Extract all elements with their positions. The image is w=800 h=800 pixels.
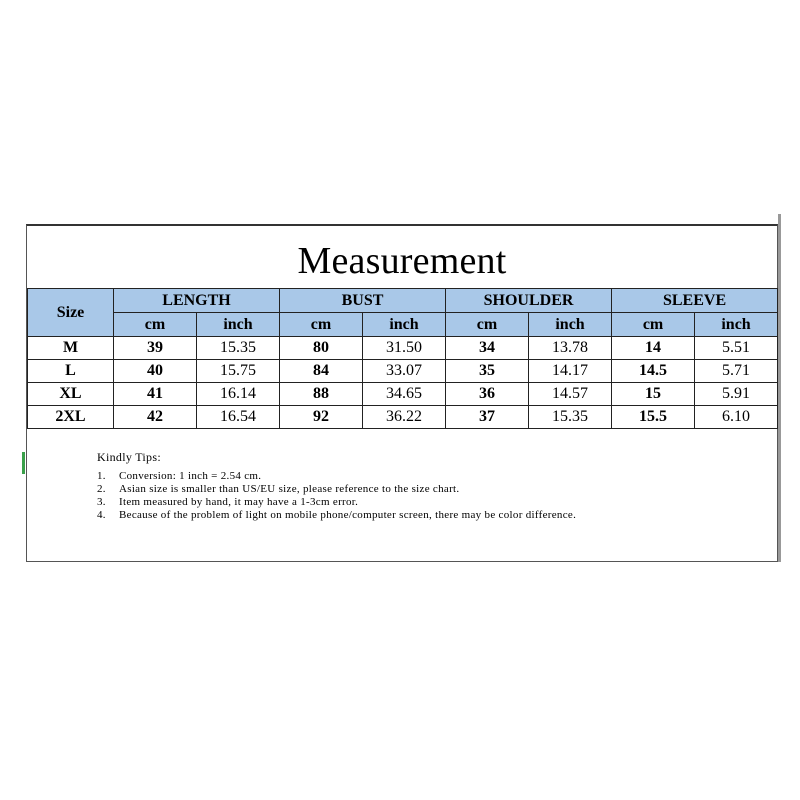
- unit-header: inch: [197, 313, 280, 337]
- table-cell: 5.51: [695, 337, 778, 360]
- table-cell: 5.91: [695, 383, 778, 406]
- table-cell: 14.57: [529, 383, 612, 406]
- kindly-tips: [97, 451, 649, 522]
- table-cell: 15.35: [529, 406, 612, 429]
- table-cell: 15.75: [197, 360, 280, 383]
- tip-number: 2.: [97, 483, 106, 495]
- unit-header: cm: [446, 313, 529, 337]
- table-header-row: [28, 289, 778, 313]
- unit-header: inch: [695, 313, 778, 337]
- table-cell: 13.78: [529, 337, 612, 360]
- table-cell: 42: [114, 406, 197, 429]
- tips-title: Kindly Tips:: [97, 450, 161, 464]
- size-chart-sheet: [26, 224, 778, 562]
- size-cell: M: [28, 337, 114, 360]
- size-cell: L: [28, 360, 114, 383]
- tip-item: [97, 483, 649, 496]
- tip-item: [97, 509, 649, 522]
- table-cell: 80: [280, 337, 363, 360]
- table-cell: 15.5: [612, 406, 695, 429]
- unit-header: inch: [363, 313, 446, 337]
- table-cell: 5.71: [695, 360, 778, 383]
- length-header: LENGTH: [114, 289, 280, 313]
- page-title: Measurement: [297, 240, 507, 282]
- table-row: [28, 360, 778, 383]
- table-cell: 35: [446, 360, 529, 383]
- table-cell: 31.50: [363, 337, 446, 360]
- table-cell: 33.07: [363, 360, 446, 383]
- table-cell: 34.65: [363, 383, 446, 406]
- unit-header: cm: [280, 313, 363, 337]
- table-cell: 14.17: [529, 360, 612, 383]
- bust-header: BUST: [280, 289, 446, 313]
- table-subheader-row: [28, 313, 778, 337]
- sleeve-header: SLEEVE: [612, 289, 778, 313]
- tip-number: 3.: [97, 496, 106, 508]
- table-cell: 36.22: [363, 406, 446, 429]
- tip-text: Conversion: 1 inch = 2.54 cm.: [119, 470, 262, 482]
- tip-number: 4.: [97, 509, 106, 521]
- size-cell: XL: [28, 383, 114, 406]
- tip-item: [97, 470, 649, 483]
- unit-header: cm: [114, 313, 197, 337]
- tip-text: Item measured by hand, it may have a 1-3cm error.: [119, 496, 359, 508]
- sheet-edge-shadow: [778, 214, 781, 562]
- table-cell: 14: [612, 337, 695, 360]
- table-cell: 39: [114, 337, 197, 360]
- green-marker: [22, 452, 25, 474]
- table-cell: 36: [446, 383, 529, 406]
- table-row: [28, 337, 778, 360]
- unit-header: cm: [612, 313, 695, 337]
- table-cell: 40: [114, 360, 197, 383]
- size-table: [27, 288, 778, 429]
- table-cell: 88: [280, 383, 363, 406]
- table-cell: 14.5: [612, 360, 695, 383]
- table-row: [28, 406, 778, 429]
- table-cell: 34: [446, 337, 529, 360]
- table-cell: 16.54: [197, 406, 280, 429]
- table-cell: 15.35: [197, 337, 280, 360]
- table-cell: 41: [114, 383, 197, 406]
- tip-number: 1.: [97, 470, 106, 482]
- tip-text: Asian size is smaller than US/EU size, please reference to the size chart.: [119, 483, 460, 495]
- size-header: Size: [28, 289, 114, 337]
- shoulder-header: SHOULDER: [446, 289, 612, 313]
- table-cell: 37: [446, 406, 529, 429]
- table-cell: 6.10: [695, 406, 778, 429]
- size-cell: 2XL: [28, 406, 114, 429]
- table-cell: 16.14: [197, 383, 280, 406]
- tip-text: Because of the problem of light on mobile phone/computer screen, there may be color difference.: [119, 509, 577, 521]
- table-row: [28, 383, 778, 406]
- table-cell: 92: [280, 406, 363, 429]
- table-cell: 15: [612, 383, 695, 406]
- tip-item: [97, 496, 649, 509]
- table-cell: 84: [280, 360, 363, 383]
- unit-header: inch: [529, 313, 612, 337]
